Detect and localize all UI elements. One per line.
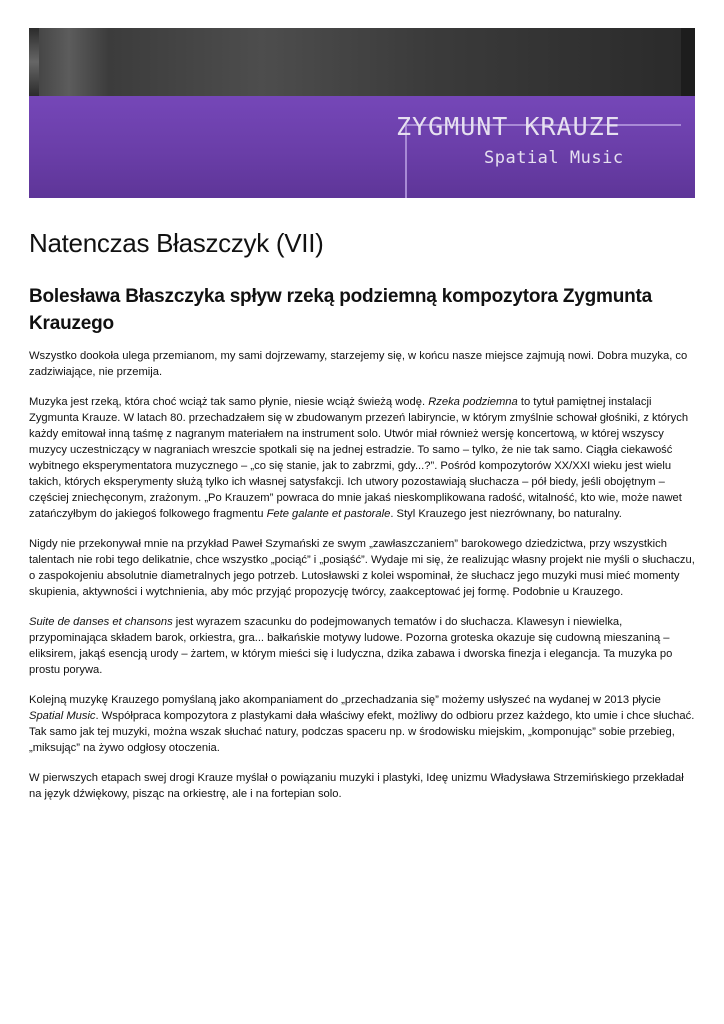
cover-dark-area — [29, 28, 695, 96]
cover-left-edge — [29, 28, 39, 96]
article-paragraph — [29, 394, 695, 522]
article-paragraph — [29, 692, 695, 756]
paragraph-text: Wszystko dookoła ulega przemianom, my sami dojrzewamy, starzejemy się, w końcu nasze miejsce zajmują nowi. Dobra muzyka, co zadziwiające, nie przemija. — [29, 350, 688, 378]
italic-title-text: Suite de danses et chansons — [29, 616, 173, 628]
paragraph-text: Nigdy nie przekonywał mnie na przykład Paweł Szymański ze swym „zawłaszczaniem” barokowego dziedzictwa, przy wszystkich talentach nie robi tego delikatnie, chce wszystko „pociąć” i „posiąść”. Wydaje mi się, że realizując własny projekt nie myśli o słuchaczu, o zaspokojeniu absolutnie diametralnych jego potrzeb. Lutosławski z kolei wspominał, że słuchacz jego muzyki musi mieć momenty skupienia, aktywności i wytchnienia, aby móc przyjąć propozycję twórcy, zaakceptować jej formę. Podobnie u Krauzego. — [29, 538, 695, 598]
italic-title-text: Rzeka podziemna — [428, 396, 518, 408]
cover-right-edge — [681, 28, 695, 96]
paragraph-text: . Współpraca kompozytora z plastykami dała właściwy efekt, możliwy do odbioru przez każdego, kto umie i chce słuchać. Tak samo jak tej muzyki, można wszak słuchać natury, podczas spaceru np. w środowisku miejskim, „komponując” sobie przebieg, „miksując” na żywo odgłosy otoczenia. — [29, 710, 695, 754]
article-paragraph — [29, 614, 695, 678]
italic-title-text: Spatial Music — [29, 710, 96, 722]
paragraph-text: Muzyka jest rzeką, która choć wciąż tak samo płynie, niesie wciąż świeżą wodę. — [29, 396, 429, 408]
article-paragraph — [29, 536, 695, 600]
paragraph-text: W pierwszych etapach swej drogi Krauze myślał o powiązaniu muzyki i plastyki, Ideę unizmu Władysława Strzemińskiego przekładał na język dźwiękowy, pisząc na orkiestrę, ale i na fortepian solo. — [29, 772, 684, 800]
article-title: Natenczas Błaszczyk (VII) — [29, 228, 324, 258]
paragraph-text: Kolejną muzykę Krauzego pomyślaną jako akompaniament do „przechadzania się” możemy usłyszeć na wydanej w 2013 płycie — [29, 694, 661, 706]
paragraph-text: to tytuł pamiętnej instalacji Zygmunta Krauze. W latach 80. przechadzałem się w zbudowanym przezeń labiryncie, w którym zmyślnie schował głośniki, z których każdy emitował inną taśmę z nagranym materiałem na instrument solo. Utwór miał również wersję koncertową, w której wszyscy muzycy uczestniczący w nagraniach wreszcie spotkali się na jednej estradzie. To samo – tylko, że nie tak samo. Ciągła ciekawość wybitnego eksperymentatora muzycznego – „co się stanie, jak to zabrzmi, gdy...?”. Pośród kompozytorów XX/XXI wieku jest wielu takich, których eksperymenty służą tylko ich własnej satysfakcji. Ich utwory pozostawiają słuchacza – pół biedy, jeśli obojętnym – częściej zniechęconym, zrażonym. „Po Krauzem” powraca do mnie jakaś nieskomplikowana radość, witalność, kto wie, może nawet zatańczyłbym do jakiegoś folkowego fragmentu — [29, 396, 689, 520]
cover-album-title: Spatial Music — [484, 148, 624, 168]
paragraph-text: jest wyrazem szacunku do podejmowanych tematów i do słuchacza. Klawesyn i niewielka, przypominająca składem barok, orkiestra, gra... bałkańskie motywy ludowe. Pozorna groteska okazuje się cudowną mieszaniną – eliksirem, jakąś esencją urody – żartem, w którym mieści się i ludyczna, dzika zabawa i dworska finezja i elegancja. Ta muzyka po prostu porywa. — [29, 616, 673, 676]
cover-artist-name: ZYGMUNT KRAUZE — [396, 112, 621, 141]
italic-title-text: Fete galante et pastorale — [266, 508, 391, 520]
paragraph-text: . Styl Krauzego jest niezrównany, bo naturalny. — [390, 508, 622, 520]
article-paragraph — [29, 770, 695, 802]
article-body — [29, 348, 695, 816]
article-subtitle: Bolesława Błaszczyka spływ rzeką podziemną kompozytora Zygmunta Krauzego — [29, 286, 653, 334]
article-paragraph — [29, 348, 695, 380]
